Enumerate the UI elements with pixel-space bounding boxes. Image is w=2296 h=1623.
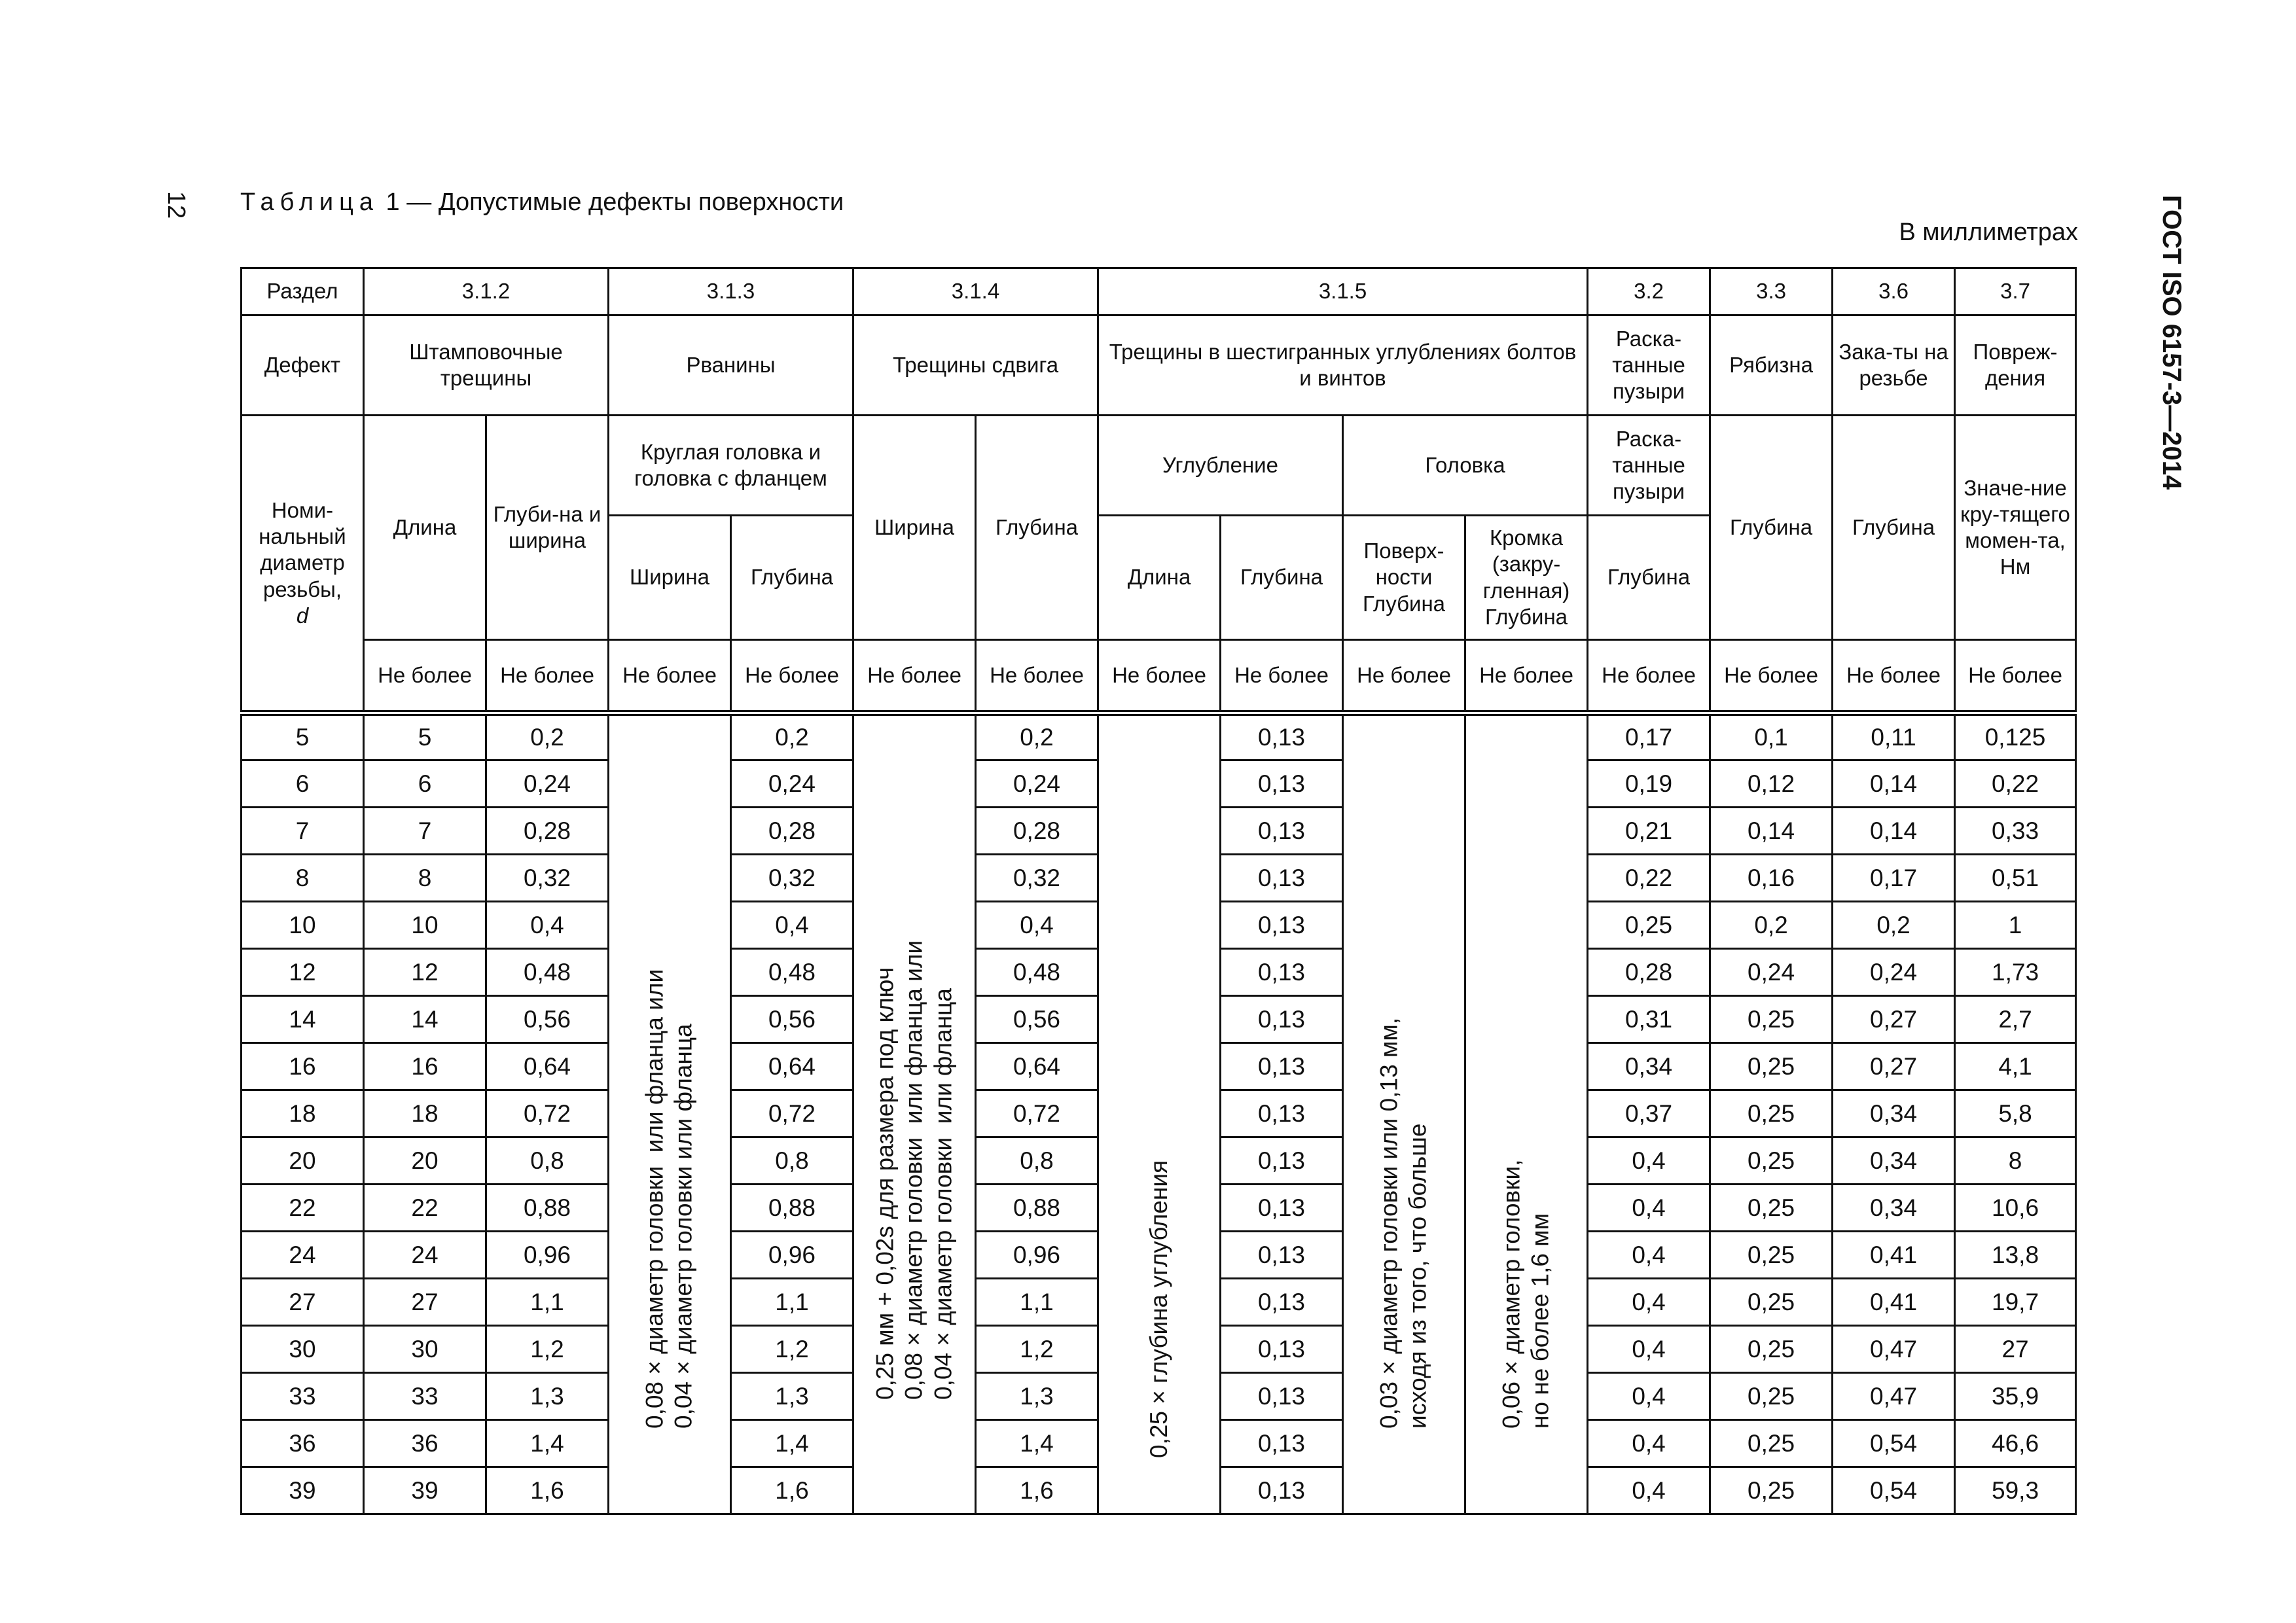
header-raskatannye: Раска-танные пузыри [1588,416,1710,516]
table-cell: 0,125 [1955,713,2076,760]
ne-bolee-cell: Не более [1710,640,1833,713]
header-ryabizna-glubina: Глубина [1710,416,1833,640]
table-cell: 1,6 [731,1467,853,1514]
table-cell: 0,28 [731,808,853,855]
table-cell: 0,37 [1588,1090,1710,1137]
table-cell: 0,56 [486,996,609,1043]
table-cell: 0,4 [1588,1420,1710,1467]
table-cell: 8 [364,855,486,902]
merged-formula-cell [1465,713,1588,1514]
table-cell: 20 [242,1137,364,1185]
table-cell: 0,16 [1710,855,1833,902]
table-cell: 7 [364,808,486,855]
table-cell: 0,72 [976,1090,1098,1137]
header-glubina-i-shirina: Глуби-на и ширина [486,416,609,640]
table-cell: 0,34 [1833,1185,1955,1232]
section-cell: 3.1.5 [1098,268,1588,315]
table-cell: 0,2 [731,713,853,760]
defects-table [240,267,2077,1515]
formula-text: 0,25 × глубина углубления [1145,1160,1172,1458]
table-cell: 0,24 [1710,949,1833,996]
table-cell: 0,13 [1221,808,1343,855]
table-cell: 0,51 [1955,855,2076,902]
table-cell: 0,56 [976,996,1098,1043]
ne-bolee-cell: Не более [1955,640,2076,713]
table-cell: 0,14 [1710,808,1833,855]
table-cell: 16 [364,1043,486,1090]
table-cell: 10,6 [1955,1185,2076,1232]
table-cell: 27 [242,1279,364,1326]
table-cell: 0,72 [486,1090,609,1137]
section-cell: 3.6 [1833,268,1955,315]
table-cell: 8 [242,855,364,902]
table-cell: 0,2 [1833,902,1955,949]
table-cell: 0,13 [1221,1373,1343,1420]
table-cell: 0,25 [1710,1467,1833,1514]
table-cell: 1 [1955,902,2076,949]
table-cell: 0,56 [731,996,853,1043]
table-cell: 1,73 [1955,949,2076,996]
table-cell: 0,25 [1710,1185,1833,1232]
table-cell: 0,25 [1710,1373,1833,1420]
table-cell: 0,48 [486,949,609,996]
ne-bolee-cell: Не более [731,640,853,713]
table-cell: 0,13 [1221,1279,1343,1326]
section-cell: 3.1.3 [609,268,853,315]
table-cell: 0,64 [486,1043,609,1090]
table-cell: 0,34 [1833,1137,1955,1185]
header-kromka: Кромка (закру-гленная) Глубина [1465,516,1588,640]
section-cell: 3.3 [1710,268,1833,315]
table-cell: 0,8 [976,1137,1098,1185]
table-cell: 0,25 [1710,996,1833,1043]
table-cell: 0,13 [1221,1467,1343,1514]
table-cell: 1,2 [486,1326,609,1373]
table-cell: 39 [364,1467,486,1514]
units-note: В миллиметрах [1899,219,2078,246]
table-cell: 59,3 [1955,1467,2076,1514]
table-cell: 0,13 [1221,1090,1343,1137]
table-cell: 22 [242,1185,364,1232]
table-cell: 39 [242,1467,364,1514]
table-cell: 0,41 [1833,1279,1955,1326]
table-cell: 0,47 [1833,1373,1955,1420]
table-cell: 0,47 [1833,1326,1955,1373]
ne-bolee-cell: Не более [486,640,609,713]
table-cell: 0,19 [1588,760,1710,808]
table-cell: 0,4 [1588,1373,1710,1420]
table-row [242,713,2076,760]
formula-text: 0,08 × диаметр головки или фланца или 0,04 × диаметр головки или фланца [641,969,697,1429]
table-cell: 0,4 [1588,1279,1710,1326]
table-cell: 0,33 [1955,808,2076,855]
table-cell: 7 [242,808,364,855]
table-cell: 1,4 [731,1420,853,1467]
table-cell: 0,4 [1588,1467,1710,1514]
table-cell: 0,48 [731,949,853,996]
table-cell: 14 [242,996,364,1043]
table-cell: 1,4 [976,1420,1098,1467]
defect-label: Дефект [242,315,364,416]
table-cell: 0,22 [1588,855,1710,902]
ne-bolee-cell: Не более [609,640,731,713]
table-cell: 0,17 [1588,713,1710,760]
table-cell: 1,2 [731,1326,853,1373]
table-cell: 1,3 [976,1373,1098,1420]
header-rvaniny-shirina: Ширина [609,516,731,640]
table-cell: 0,25 [1588,902,1710,949]
table-cell: 0,13 [1221,760,1343,808]
section-cell: 3.1.4 [853,268,1098,315]
table-cell: 1,6 [486,1467,609,1514]
table-cell: 0,28 [486,808,609,855]
header-dlina: Длина [364,416,486,640]
table-cell: 0,96 [976,1232,1098,1279]
caption-prefix: Таблица [240,188,379,216]
table-cell: 0,72 [731,1090,853,1137]
table-cell: 0,22 [1955,760,2076,808]
table-cell: 30 [242,1326,364,1373]
table-cell: 0,25 [1710,1043,1833,1090]
standard-id: ГОСТ ISO 6157-3—2014 [2157,195,2186,490]
table-cell: 12 [242,949,364,996]
table-cell: 0,24 [731,760,853,808]
table-cell: 0,4 [976,902,1098,949]
merged-formula-cell [1343,713,1465,1514]
table-cell: 0,13 [1221,1137,1343,1185]
table-cell: 0,1 [1710,713,1833,760]
nominal-diameter-symbol: d [296,603,309,628]
table-cell: 1,1 [976,1279,1098,1326]
table-cell: 0,13 [1221,855,1343,902]
merged-formula-cell [853,713,976,1514]
table-cell: 0,4 [731,902,853,949]
header-uglublenie: Углубление [1098,416,1343,516]
table-cell: 16 [242,1043,364,1090]
formula-text: 0,25 мм + 0,02s для размера под ключ 0,08 × диаметр головки или фланца или 0,04 × диаметр головки или фланца [871,940,957,1400]
table-cell: 0,14 [1833,808,1955,855]
table-cell: 0,96 [731,1232,853,1279]
table-cell: 0,88 [731,1185,853,1232]
table-cell: 0,2 [486,713,609,760]
table-cell: 5,8 [1955,1090,2076,1137]
table-cell: 0,13 [1221,1185,1343,1232]
table-cell: 0,64 [731,1043,853,1090]
table-cell: 33 [364,1373,486,1420]
defect-cell: Раска-танные пузыри [1588,315,1710,416]
merged-formula-cell [1098,713,1221,1514]
section-cell: 3.2 [1588,268,1710,315]
table-cell: 35,9 [1955,1373,2076,1420]
header-ugl-dlina: Длина [1098,516,1221,640]
table-cell: 27 [364,1279,486,1326]
header-golovka: Головка [1343,416,1588,516]
table-cell: 30 [364,1326,486,1373]
defect-cell: Рванины [609,315,853,416]
table-cell: 24 [364,1232,486,1279]
table-cell: 0,41 [1833,1232,1955,1279]
table-cell: 0,13 [1221,713,1343,760]
table-cell: 0,11 [1833,713,1955,760]
caption-title: Допустимые дефекты поверхности [438,188,844,216]
table-cell: 6 [242,760,364,808]
table-cell: 0,27 [1833,996,1955,1043]
header-sdvig-shirina: Ширина [853,416,976,640]
header-zakaty-glubina: Глубина [1833,416,1955,640]
table-cell: 0,25 [1710,1090,1833,1137]
section-row [242,268,2076,315]
table-cell: 0,24 [1833,949,1955,996]
table-cell: 0,54 [1833,1420,1955,1467]
ne-bolee-row [242,640,2076,713]
defect-cell: Зака-ты на резьбе [1833,315,1955,416]
table-cell: 27 [1955,1326,2076,1373]
table-cell: 0,25 [1710,1420,1833,1467]
table-cell: 0,25 [1710,1232,1833,1279]
table-cell: 6 [364,760,486,808]
table-cell: 0,32 [486,855,609,902]
table-cell: 36 [242,1420,364,1467]
ne-bolee-cell: Не более [1465,640,1588,713]
table-cell: 2,7 [1955,996,2076,1043]
ne-bolee-cell: Не более [853,640,976,713]
table-cell: 1,4 [486,1420,609,1467]
ne-bolee-cell: Не более [1221,640,1343,713]
table-cell: 0,24 [486,760,609,808]
table-cell: 0,17 [1833,855,1955,902]
section-cell: 3.1.2 [364,268,609,315]
table-cell: 0,96 [486,1232,609,1279]
section-cell: 3.7 [1955,268,2076,315]
ne-bolee-cell: Не более [364,640,486,713]
table-cell: 18 [364,1090,486,1137]
ne-bolee-cell: Не более [1098,640,1221,713]
defect-row [242,315,2076,416]
table-cell: 0,31 [1588,996,1710,1043]
table-cell: 19,7 [1955,1279,2076,1326]
table-cell: 0,2 [1710,902,1833,949]
defect-cell: Трещины сдвига [853,315,1098,416]
merged-formula-cell [609,713,731,1514]
table-cell: 12 [364,949,486,996]
header-ugl-glubina: Глубина [1221,516,1343,640]
table-cell: 0,2 [976,713,1098,760]
table-cell: 10 [364,902,486,949]
table-cell: 0,27 [1833,1043,1955,1090]
table-cell: 1,6 [976,1467,1098,1514]
table-cell: 0,28 [976,808,1098,855]
table-caption [240,188,844,217]
table-cell: 0,14 [1833,760,1955,808]
table-cell: 5 [242,713,364,760]
table-cell: 0,4 [1588,1137,1710,1185]
table-cell: 0,88 [976,1185,1098,1232]
table-cell: 0,88 [486,1185,609,1232]
table-cell: 0,8 [486,1137,609,1185]
nominal-diameter-header [242,416,364,713]
table-cell: 10 [242,902,364,949]
table-cell: 22 [364,1185,486,1232]
table-cell: 0,4 [486,902,609,949]
table-cell: 0,25 [1710,1279,1833,1326]
razdel-label: Раздел [242,268,364,315]
table-cell: 1,1 [486,1279,609,1326]
table-cell: 5 [364,713,486,760]
table-cell: 33 [242,1373,364,1420]
header-znachenie: Значе-ние кру-тящего момен-та, Нм [1955,416,2076,640]
formula-text: 0,06 × диаметр головки, но не более 1,6 мм [1498,1159,1554,1429]
table-cell: 0,64 [976,1043,1098,1090]
table-cell: 0,28 [1588,949,1710,996]
table-cell: 0,25 [1710,1326,1833,1373]
table-cell: 13,8 [1955,1232,2076,1279]
formula-text: 0,03 × диаметр головки или 0,13 мм, исходя из того, что больше [1375,1018,1431,1429]
table-cell: 1,2 [976,1326,1098,1373]
table-cell: 0,13 [1221,949,1343,996]
header-kruglaya-golovka: Круглая головка и головка с фланцем [609,416,853,516]
table-cell: 1,3 [731,1373,853,1420]
table-cell: 0,13 [1221,1420,1343,1467]
header-sdvig-glubina: Глубина [976,416,1098,640]
table-cell: 0,13 [1221,1326,1343,1373]
table-cell: 0,4 [1588,1232,1710,1279]
table-cell: 0,24 [976,760,1098,808]
header-rvaniny-glubina: Глубина [731,516,853,640]
table-cell: 24 [242,1232,364,1279]
table-cell: 8 [1955,1137,2076,1185]
defect-cell: Штамповочные трещины [364,315,609,416]
table-cell: 0,4 [1588,1326,1710,1373]
table-cell: 14 [364,996,486,1043]
table-cell: 0,32 [731,855,853,902]
table-cell: 0,13 [1221,1232,1343,1279]
table-cell: 0,34 [1833,1090,1955,1137]
ne-bolee-cell: Не более [976,640,1098,713]
table-cell: 0,48 [976,949,1098,996]
ne-bolee-cell: Не более [1833,640,1955,713]
table-cell: 18 [242,1090,364,1137]
table-cell: 1,1 [731,1279,853,1326]
table-cell: 20 [364,1137,486,1185]
table-cell: 0,34 [1588,1043,1710,1090]
table-cell: 46,6 [1955,1420,2076,1467]
table-cell: 0,25 [1710,1137,1833,1185]
table-cell: 0,13 [1221,902,1343,949]
table-cell: 0,13 [1221,996,1343,1043]
defect-cell: Трещины в шестигранных углублениях болтов и винтов [1098,315,1588,416]
table-cell: 36 [364,1420,486,1467]
table-cell: 1,3 [486,1373,609,1420]
header-poverhnosti: Поверх-ности Глубина [1343,516,1465,640]
defect-cell: Рябизна [1710,315,1833,416]
table-cell: 0,4 [1588,1185,1710,1232]
defect-cell: Повреж-дения [1955,315,2076,416]
table-cell: 0,32 [976,855,1098,902]
table-cell: 0,12 [1710,760,1833,808]
table-cell: 4,1 [1955,1043,2076,1090]
table-cell: 0,8 [731,1137,853,1185]
table-cell: 0,54 [1833,1467,1955,1514]
page-number: 12 [162,191,190,219]
table-cell: 0,13 [1221,1043,1343,1090]
caption-number: 1 — [379,188,439,216]
nominal-diameter-label: Номи-нальный диаметр резьбы, [259,497,346,601]
ne-bolee-cell: Не более [1343,640,1465,713]
table-cell: 0,21 [1588,808,1710,855]
header-raskatannye-glubina: Глубина [1588,516,1710,640]
ne-bolee-cell: Не более [1588,640,1710,713]
subheader-row [242,416,2076,516]
